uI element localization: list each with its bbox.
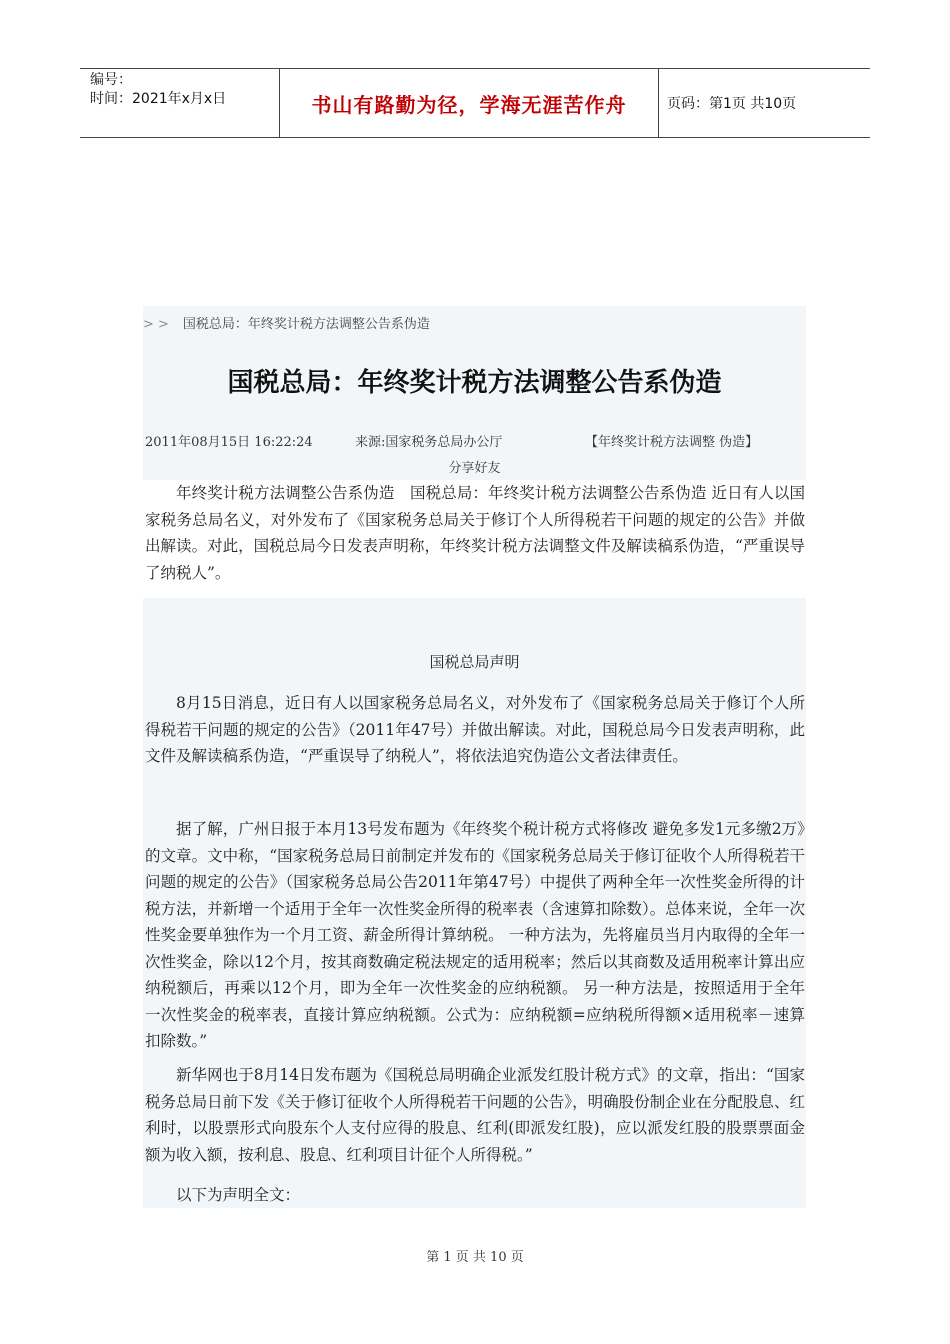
date-label: 时间：2021年x月x日	[90, 91, 227, 107]
article-tags[interactable]: 【年终奖计税方法调整 伪造】	[585, 435, 759, 450]
share-link[interactable]: 分享好友	[448, 461, 501, 476]
statement-paragraph-4: 以下为声明全文：	[176, 1186, 301, 1204]
breadcrumb-arrows: > >	[143, 317, 169, 332]
intro-paragraph: 年终奖计税方法调整公告系伪造 国税总局：年终奖计税方法调整公告系伪造 近日有人以国家税务总局名义，对外发布了《国家税务总局关于修订个人所得税若干问题的规定的公告》并做出解读。对此，国税总局今日发表声明称，年终奖计税方法调整文件及解读稿系伪造，“严重误导了纳税人”。	[145, 484, 805, 582]
page-footer: 第 1 页 共 10 页	[426, 1250, 524, 1265]
breadcrumb-link[interactable]: 国税总局：年终奖计税方法调整公告系伪造	[182, 317, 430, 332]
document-header	[80, 68, 870, 138]
page-info: 页码：第1页 共10页	[667, 96, 797, 112]
header-meta	[80, 69, 280, 137]
statement-heading: 国税总局声明	[429, 653, 520, 671]
article-source: 来源:国家税务总局办公厅	[355, 435, 503, 450]
publish-datetime: 2011年08月15日 16:22:24	[145, 435, 313, 450]
breadcrumb	[143, 313, 430, 332]
statement-paragraph-1: 8月15日消息，近日有人以国家税务总局名义，对外发布了《国家税务总局关于修订个人所得税若干问题的规定的公告》（2011年47号）并做出解读。对此，国税总局今日发表声明称，此文件及解读稿系伪造，“严重误导了纳税人”，将依法追究伪造公文者法律责任。	[145, 694, 805, 765]
article-title: 国税总局：年终奖计税方法调整公告系伪造	[227, 368, 722, 398]
motto: 书山有路勤为径，学海无涯苦作舟	[280, 69, 659, 137]
statement-paragraph-2: 据了解，广州日报于本月13号发布题为《年终奖个税计税方式将修改 避免多发1元多缴2万》的文章。文中称，“国家税务总局日前制定并发布的《国家税务总局关于修订征收个人所得税若干问题的规定的公告》（国家税务总局公告2011年第47号）中提供了两种全年一次性奖金所得的计税方法，并新增一个适用于全年一次性奖金所得的税率表（含速算扣除数）。总体来说，全年一次性奖金要单独作为一个月工资、薪金所得计算纳税。 一种方法为，先将雇员当月内取得的全年一次性奖金，除以12个月，按其商数确定税法规定的适用税率；然后以其商数及适用税率计算出应纳税额后，再乘以12个月，即为全年一次性奖金的应纳税额。 另一种方法是，按照适用于全年一次性奖金的税率表，直接计算应纳税额。公式为：应纳税额=应纳税所得额×适用税率－速算扣除数。”	[145, 820, 805, 1050]
statement-paragraph-3: 新华网也于8月14日发布题为《国税总局明确企业派发红股计税方式》的文章，指出：“国家税务总局日前下发《关于修订征收个人所得税若干问题的公告》，明确股份制企业在分配股息、红利时，以股票形式向股东个人支付应得的股息、红利(即派发红股)，应以派发红股的股票票面金额为收入额，按利息、股息、红利项目计征个人所得税。”	[145, 1066, 805, 1164]
number-label: 编号：	[90, 72, 132, 88]
